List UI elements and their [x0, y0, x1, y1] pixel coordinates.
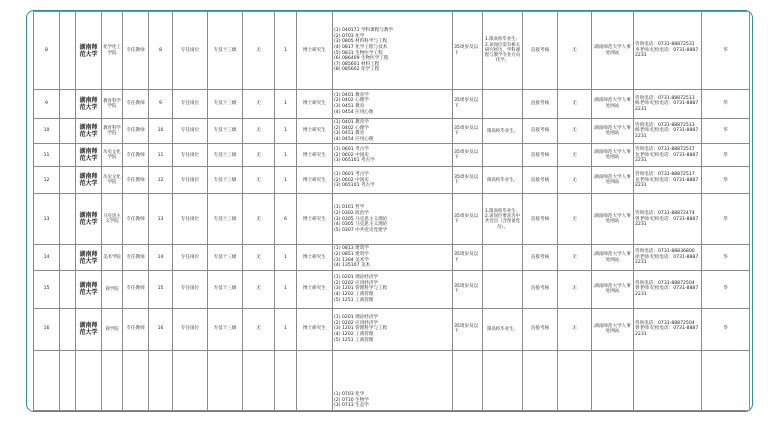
tail-cell: 华 — [702, 167, 750, 194]
unit-cell: 湖南师范大学 — [76, 12, 102, 90]
method-cell: 直接考核 — [523, 194, 558, 245]
count-cell: 1 — [275, 119, 297, 144]
level-cell: 专技十三级 — [208, 167, 243, 194]
row-id-cell: 10 — [34, 119, 60, 144]
empty-cell — [275, 350, 297, 410]
requirement-cell: 无 — [243, 194, 275, 245]
method-cell: 直接考核 — [523, 270, 558, 308]
empty-cell — [558, 350, 592, 410]
table-row — [34, 144, 750, 167]
category-cell: 专任教师 — [123, 144, 149, 167]
post-cell: 专任岗位 — [173, 119, 208, 144]
extra-cell: 无 — [558, 167, 592, 194]
age-cell: 35周岁及以下 — [453, 245, 483, 270]
count-cell: 6 — [275, 194, 297, 245]
code-cell: 9 — [149, 90, 173, 119]
empty-cell — [173, 350, 208, 410]
spacer-cell — [60, 245, 76, 270]
requirement-cell: 无 — [243, 90, 275, 119]
major-cell — [333, 350, 453, 410]
method-cell: 直接考核 — [523, 308, 558, 350]
age-cell: 35周岁及以下 — [453, 12, 483, 90]
site-cell: 湖南师范大学人事处网站 — [592, 270, 634, 308]
degree-cell: 博士研究生 — [297, 119, 333, 144]
count-cell: 1 — [275, 12, 297, 90]
empty-cell — [702, 350, 750, 410]
site-cell: 湖南师范大学人事处网站 — [592, 167, 634, 194]
table-row — [34, 245, 750, 270]
spacer-cell — [60, 119, 76, 144]
major-line: (1) 0401 教育学 — [334, 92, 369, 98]
site-cell: 湖南师范大学人事处网站 — [592, 12, 634, 90]
empty-cell — [453, 350, 483, 410]
code-cell: 15 — [149, 270, 173, 308]
row-id-cell: 12 — [34, 167, 60, 194]
table-row — [34, 119, 750, 144]
major-line: (1) 0101 哲学 — [334, 205, 365, 211]
empty-cell — [243, 350, 275, 410]
age-cell: 35周岁及以下 — [453, 194, 483, 245]
age-cell: 35周岁及以下 — [453, 119, 483, 144]
major-line: (5) 1251 工商管理 — [334, 297, 374, 303]
table-row — [34, 90, 750, 119]
major-line: (7) 085601 材料工程 — [334, 61, 380, 67]
degree-cell: 博士研究生 — [297, 90, 333, 119]
age-cell: 35周岁及以下 — [453, 144, 483, 167]
contact-cell: 咨询电话：0731-88836800 徐老师 纪检电话：0731-88872231 — [634, 245, 702, 270]
unit-cell: 湖南师范大学 — [76, 270, 102, 308]
code-cell: 12 — [149, 167, 173, 194]
college-cell: 历史文化学院 — [102, 144, 123, 167]
post-cell: 专任岗位 — [173, 12, 208, 90]
major-line: (1) 0601 考古学 — [334, 146, 369, 152]
major-line: (2) 0202 应用经济学 — [334, 320, 379, 326]
major-cell — [333, 12, 453, 90]
age-cell: 35周岁及以下 — [453, 308, 483, 350]
extra-cell: 无 — [558, 12, 592, 90]
major-line: (3) 0805 材料科学与工程 — [334, 39, 388, 45]
major-line: (2) 0602 中国史 — [334, 152, 369, 158]
age-cell: 35周岁及以下 — [453, 90, 483, 119]
other-cell — [483, 144, 523, 167]
row-id-cell: 14 — [34, 245, 60, 270]
extra-cell: 无 — [558, 270, 592, 308]
degree-cell: 博士研究生 — [297, 144, 333, 167]
level-cell: 专技十三级 — [208, 119, 243, 144]
unit-cell: 湖南师范大学 — [76, 90, 102, 119]
requirement-cell: 无 — [243, 270, 275, 308]
other-cell: 1.限高校毕业生；2.该岗位需有相关研究经历，学科课程与教学专业方向化学。 — [483, 12, 523, 90]
degree-cell: 博士研究生 — [297, 270, 333, 308]
table-row-partial — [34, 350, 750, 410]
major-line: (3) 065101 考古学 — [334, 158, 375, 164]
category-cell: 专任教师 — [123, 90, 149, 119]
college-cell: 历史文化学院 — [102, 167, 123, 194]
empty-cell — [123, 350, 149, 410]
contact-cell: 咨询电话：0731-88872517 龙老师 纪检电话：0731-88872231 — [634, 167, 702, 194]
major-cell — [333, 119, 453, 144]
major-cell — [333, 245, 453, 270]
empty-cell — [208, 350, 243, 410]
method-cell: 直接考核 — [523, 119, 558, 144]
other-cell — [483, 245, 523, 270]
contact-cell: 咨询电话：0731-88872531 李老师 纪检电话：0731-88872231 — [634, 12, 702, 90]
major-line: (1) 0703 化学 — [334, 391, 365, 397]
category-cell: 专任教师 — [123, 308, 149, 350]
spacer-cell — [60, 167, 76, 194]
post-cell: 专任岗位 — [173, 270, 208, 308]
major-line: (4) 135107 美术 — [334, 263, 371, 269]
empty-cell — [149, 350, 173, 410]
major-line: (4) 0817 化学工程与技术 — [334, 44, 388, 50]
unit-cell: 湖南师范大学 — [76, 194, 102, 245]
level-cell: 专技十三级 — [208, 90, 243, 119]
extra-cell: 无 — [558, 194, 592, 245]
method-cell: 直接考核 — [523, 12, 558, 90]
major-line: (3) 0713 生态学 — [334, 403, 369, 409]
major-line: (2) 0851 建筑学 — [334, 251, 369, 257]
row-id-cell: 13 — [34, 194, 60, 245]
count-cell: 1 — [275, 144, 297, 167]
major-line: (1) 0201 理论经济学 — [334, 315, 379, 321]
site-cell: 湖南师范大学人事处网站 — [592, 308, 634, 350]
code-cell: 14 — [149, 245, 173, 270]
tail-cell: 华 — [702, 245, 750, 270]
college-cell: 教育科学学院 — [102, 119, 123, 144]
table-body — [34, 12, 750, 411]
major-line: (2) 0402 心理学 — [334, 98, 369, 104]
extra-cell: 无 — [558, 144, 592, 167]
row-id-cell: 8 — [34, 12, 60, 90]
extra-cell: 无 — [558, 245, 592, 270]
post-cell: 专任岗位 — [173, 194, 208, 245]
other-cell: 限高校毕业生。 — [483, 167, 523, 194]
empty-cell — [34, 350, 60, 410]
major-cell — [333, 270, 453, 308]
table-row — [34, 308, 750, 350]
empty-cell — [60, 350, 76, 410]
major-line: (4) 0454 应用心理 — [334, 109, 374, 115]
degree-cell: 博士研究生 — [297, 194, 333, 245]
major-line: (3) 065101 考古学 — [334, 183, 375, 189]
extra-cell: 无 — [558, 90, 592, 119]
age-cell: 35周岁及以下 — [453, 167, 483, 194]
major-line: (3) 1201 管理科学与工程 — [334, 326, 388, 332]
contact-cell: 咨询电话：0731-88872474 曾老师 纪检电话：0731-88872231 — [634, 194, 702, 245]
tail-cell: 华 — [702, 194, 750, 245]
unit-cell: 湖南师范大学 — [76, 167, 102, 194]
code-cell: 16 — [149, 308, 173, 350]
method-cell: 直接考核 — [523, 245, 558, 270]
requirement-cell: 无 — [243, 308, 275, 350]
spacer-cell — [60, 194, 76, 245]
table-row — [34, 270, 750, 308]
category-cell: 专任教师 — [123, 194, 149, 245]
row-id-cell: 9 — [34, 90, 60, 119]
major-line: (1) 0201 理论经济学 — [334, 275, 379, 281]
degree-cell: 博士研究生 — [297, 12, 333, 90]
extra-cell: 无 — [558, 119, 592, 144]
other-cell — [483, 90, 523, 119]
major-cell — [333, 144, 453, 167]
unit-cell: 湖南师范大学 — [76, 245, 102, 270]
unit-cell: 湖南师范大学 — [76, 119, 102, 144]
major-line: (1) 0401 教育学 — [334, 120, 369, 125]
unit-cell: 湖南师范大学 — [76, 308, 102, 350]
tail-cell: 华 — [702, 144, 750, 167]
spacer-cell — [60, 270, 76, 308]
major-line: (8) 085602 化学工程 — [334, 67, 380, 73]
other-cell: 限高校毕业生。 — [483, 119, 523, 144]
college-cell: 教育科学学院 — [102, 90, 123, 119]
post-cell: 专任岗位 — [173, 308, 208, 350]
empty-cell — [523, 350, 558, 410]
degree-cell: 博士研究生 — [297, 308, 333, 350]
post-cell: 专任岗位 — [173, 245, 208, 270]
college-cell: 马克思主义学院 — [102, 194, 123, 245]
contact-cell: 咨询电话：0731-88872513 杨老师 纪检电话：0731-88872231 — [634, 119, 702, 144]
spacer-cell — [60, 308, 76, 350]
requirement-cell: 无 — [243, 119, 275, 144]
requirement-cell: 无 — [243, 245, 275, 270]
extra-cell: 无 — [558, 308, 592, 350]
degree-cell: 博士研究生 — [297, 167, 333, 194]
count-cell: 1 — [275, 167, 297, 194]
major-line: (5) 0307 中共党史党建学 — [334, 227, 388, 233]
major-line: (1) 040171 学科课程与教学 — [334, 28, 394, 34]
major-line: (3) 1304 美术学 — [334, 257, 369, 263]
requirement-cell: 无 — [243, 167, 275, 194]
count-cell: 1 — [275, 90, 297, 119]
empty-cell — [76, 350, 102, 410]
requirement-cell: 无 — [243, 144, 275, 167]
college-cell: 商学院 — [102, 308, 123, 350]
spacer-cell — [60, 90, 76, 119]
major-line: (5) 1251 工商管理 — [334, 337, 374, 343]
college-cell: 美术学院 — [102, 245, 123, 270]
row-id-cell: 15 — [34, 270, 60, 308]
category-cell: 专任教师 — [123, 270, 149, 308]
category-cell: 专任教师 — [123, 12, 149, 90]
other-cell: 限高校毕业生。 — [483, 308, 523, 350]
spacer-cell — [60, 12, 76, 90]
major-line: (2) 0710 生物学 — [334, 397, 369, 403]
major-line: (4) 0454 应用心理 — [334, 136, 374, 142]
major-line: (6) 086409 生物医学工程 — [334, 56, 389, 62]
unit-cell: 湖南师范大学 — [76, 144, 102, 167]
site-cell: 湖南师范大学人事处网站 — [592, 144, 634, 167]
site-cell: 湖南师范大学人事处网站 — [592, 194, 634, 245]
level-cell: 专技十三级 — [208, 144, 243, 167]
code-cell: 13 — [149, 194, 173, 245]
age-cell: 35周岁及以下 — [453, 270, 483, 308]
tail-cell: 华 — [702, 270, 750, 308]
category-cell: 专任教师 — [123, 167, 149, 194]
method-cell: 直接考核 — [523, 144, 558, 167]
major-line: (4) 1202 工商管理 — [334, 292, 374, 298]
major-line: (3) 0305 马克思主义理论 — [334, 216, 388, 222]
degree-cell: 博士研究生 — [297, 245, 333, 270]
recruitment-table-sheet — [33, 11, 749, 412]
major-line: (2) 0202 应用经济学 — [334, 280, 379, 286]
method-cell: 直接考核 — [523, 90, 558, 119]
level-cell: 专技十三级 — [208, 308, 243, 350]
major-line: (5) 0831 生物医学工程 — [334, 50, 383, 56]
post-cell: 专任岗位 — [173, 144, 208, 167]
site-cell: 湖南师范大学人事处网站 — [592, 90, 634, 119]
empty-cell — [634, 350, 702, 410]
contact-cell: 咨询电话：0731-88872504 曾老师 纪检电话：0731-88872231 — [634, 308, 702, 350]
empty-cell — [297, 350, 333, 410]
major-line: (3) 1201 管理科学与工程 — [334, 286, 388, 292]
tail-cell: 华 — [702, 308, 750, 350]
college-cell: 商学院 — [102, 270, 123, 308]
major-line: (1) 0813 建筑学 — [334, 246, 369, 252]
spacer-cell — [60, 144, 76, 167]
major-cell — [333, 167, 453, 194]
contact-cell: 咨询电话：0731-88872517 龙老师 纪检电话：0731-88872231 — [634, 144, 702, 167]
major-line: (2) 0602 中国史 — [334, 177, 369, 183]
major-line: (3) 0451 教育 — [334, 104, 365, 109]
document-frame — [26, 10, 753, 412]
college-cell: 化学化工学院 — [102, 12, 123, 90]
level-cell: 专技十三级 — [208, 194, 243, 245]
empty-cell — [592, 350, 634, 410]
code-cell: 8 — [149, 12, 173, 90]
count-cell: 1 — [275, 270, 297, 308]
empty-cell — [483, 350, 523, 410]
code-cell: 11 — [149, 144, 173, 167]
count-cell: 1 — [275, 308, 297, 350]
level-cell: 专技十三级 — [208, 12, 243, 90]
row-id-cell: 11 — [34, 144, 60, 167]
major-line: (4) 1202 工商管理 — [334, 332, 374, 338]
requirement-cell: 无 — [243, 12, 275, 90]
tail-cell: 华 — [702, 90, 750, 119]
contact-cell: 咨询电话：0731-88872513 杨老师 纪检电话：0731-88872231 — [634, 90, 702, 119]
major-cell — [333, 308, 453, 350]
table-row — [34, 12, 750, 90]
major-line: (2) 0402 心理学 — [334, 125, 369, 131]
level-cell: 专技十三级 — [208, 270, 243, 308]
major-line: (3) 0451 教育 — [334, 131, 365, 137]
major-line: (4) 0305 马克思主义理论 — [334, 222, 388, 228]
major-line: (1) 0601 考古学 — [334, 171, 369, 177]
other-cell — [483, 270, 523, 308]
site-cell: 湖南师范大学人事处网站 — [592, 119, 634, 144]
category-cell: 专任教师 — [123, 245, 149, 270]
table-row — [34, 167, 750, 194]
post-cell: 专任岗位 — [173, 90, 208, 119]
count-cell: 1 — [275, 245, 297, 270]
tail-cell: 华 — [702, 119, 750, 144]
method-cell: 直接考核 — [523, 167, 558, 194]
empty-cell — [102, 350, 123, 410]
category-cell: 专任教师 — [123, 119, 149, 144]
post-cell: 专任岗位 — [173, 167, 208, 194]
other-cell: 1.限高校毕业生；2.该岗位要求为中共党员（含预备党员）。 — [483, 194, 523, 245]
row-id-cell: 16 — [34, 308, 60, 350]
major-cell — [333, 194, 453, 245]
level-cell: 专技十三级 — [208, 245, 243, 270]
major-cell — [333, 90, 453, 119]
table-row — [34, 194, 750, 245]
major-line: (2) 0302 政治学 — [334, 210, 369, 216]
site-cell: 湖南师范大学人事处网站 — [592, 245, 634, 270]
recruitment-table — [33, 11, 750, 411]
tail-cell: 华 — [702, 12, 750, 90]
code-cell: 10 — [149, 119, 173, 144]
contact-cell: 咨询电话：0731-88872504 曾老师 纪检电话：0731-88872231 — [634, 270, 702, 308]
major-line: (2) 0703 化学 — [334, 33, 365, 39]
